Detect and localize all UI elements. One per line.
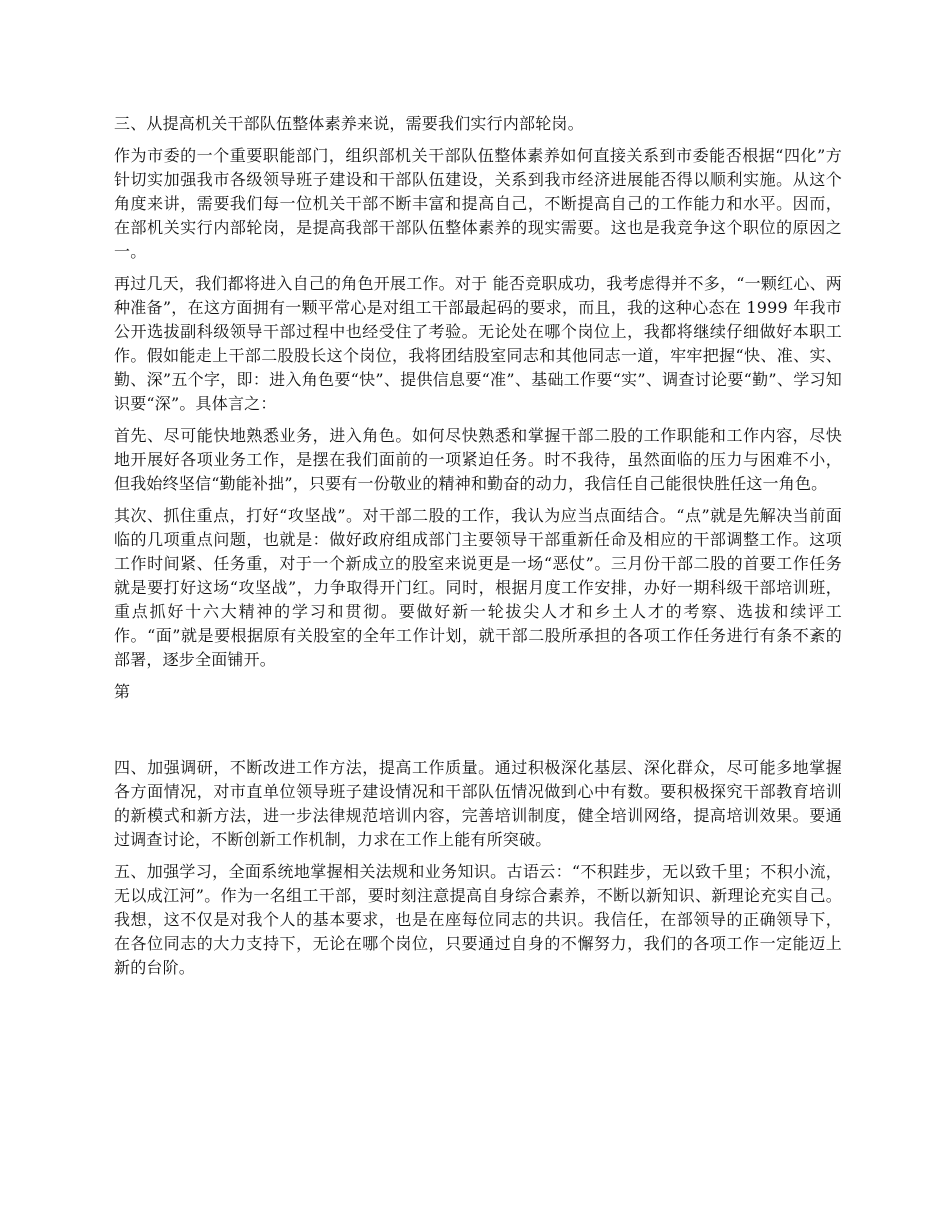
section-break-spacer xyxy=(114,704,842,756)
paragraph-spacer xyxy=(114,416,842,424)
paragraph-spacer xyxy=(114,672,842,680)
section-four-paragraph: 四、加强调研，不断改进工作方法，提高工作质量。通过积极深化基层、深化群众，尽可能多地掌握各方面情况，对市直单位领导班子建设情况和干部队伍情况做到心中有数。要积极探究干部教育培训的新模式和新方法，进一步法律规范培训内容，完善培训制度，健全培训网络，提高培训效果。要通过调查讨论，不断创新工作机制，力求在工作上能有所突破。 xyxy=(114,758,842,849)
paragraph-second-point: 其次、抓住重点，打好“攻坚战”。对干部二股的工作，我认为应当点面结合。“点”就是先解决当前面临的几项重点问题，也就是：做好政府组成部门主要领导干部重新任命及相应的干部调整工作。这项工作时间紧、任务重，对于一个新成立的股室来说更是一场“恶仗”。三月份干部二股的首要工作任务就是要打好这场“攻坚战”，力争取得开门红。同时，根据月度工作安排，办好一期科级干部培训班，重点抓好十六大精神的学习和贯彻。要做好新一轮拔尖人才和乡土人才的考察、选拔和续评工作。“面”就是要根据原有关股室的全年工作计划，就干部二股所承担的各项工作任务进行有条不紊的部署，逐步全面铺开。 xyxy=(114,506,842,669)
section-five-paragraph: 五、加强学习，全面系统地掌握相关法规和业务知识。古语云：“不积跬步，无以致千里；不积小流，无以成江河”。作为一名组工干部，要时刻注意提高自身综合素养，不断以新知识、新理论充实自己。我想，这不仅是对我个人的基本要求，也是在座每位同志的共识。我信任，在部领导的正确领导下，在各位同志的大力支持下，无论在哪个岗位，只要通过自身的不懈努力，我们的各项工作一定能迈上新的台阶。 xyxy=(114,862,842,977)
paragraph-role-attitude: 再过几天，我们都将进入自己的角色开展工作。对于 能否竞职成功，我考虑得并不多，“一颗红心、两种准备”，在这方面拥有一颗平常心是对组工干部最起码的要求，而且，我的这种心态在 1999 年我市公开选拔副科级领导干部过程中也经受住了考验。无论处在哪个岗位上，我都将继续仔细做好本职工作。假如能走上干部二股股长这个岗位，我将团结股室同志和其他同志一道，牢牢把握“快、准、实、勤、深”五个字，即：进入角色要“快”、提供信息要“准”、基础工作要“实”、调查讨论要“勤”、学习知识要“深”。具体言之： xyxy=(114,274,842,413)
paragraph-spacer xyxy=(114,264,842,272)
paragraph-organization-quality: 作为市委的一个重要职能部门，组织部机关干部队伍整体素养如何直接关系到市委能否根据“四化”方针切实加强我市各级领导班子建设和干部队伍建设，关系到我市经济进展能否得以顺利实施。从这个角度来讲，需要我们每一位机关干部不断丰富和提高自己，不断提高自己的工作能力和水平。因而，在部机关实行内部轮岗，是提高我部干部队伍整体素养的现实需要。这也是我竞争这个职位的原因之一。 xyxy=(114,146,842,261)
paragraph-spacer xyxy=(114,136,842,144)
paragraph-spacer xyxy=(114,496,842,504)
document-page xyxy=(114,112,842,980)
paragraph-first-point: 首先、尽可能快地熟悉业务，进入角色。如何尽快熟悉和掌握干部二股的工作职能和工作内容，尽快地开展好各项业务工作，是摆在我们面前的一项紧迫任务。时不我待，虽然面临的压力与困难不小，但我始终坚信“勤能补拙”，只要有一份敬业的精神和勤奋的动力，我信任自己能很快胜任这一角色。 xyxy=(114,426,842,493)
paragraph-fragment: 第 xyxy=(114,682,131,701)
paragraph-spacer xyxy=(114,852,842,860)
section-three-heading: 三、从提高机关干部队伍整体素养来说，需要我们实行内部轮岗。 xyxy=(114,114,584,133)
